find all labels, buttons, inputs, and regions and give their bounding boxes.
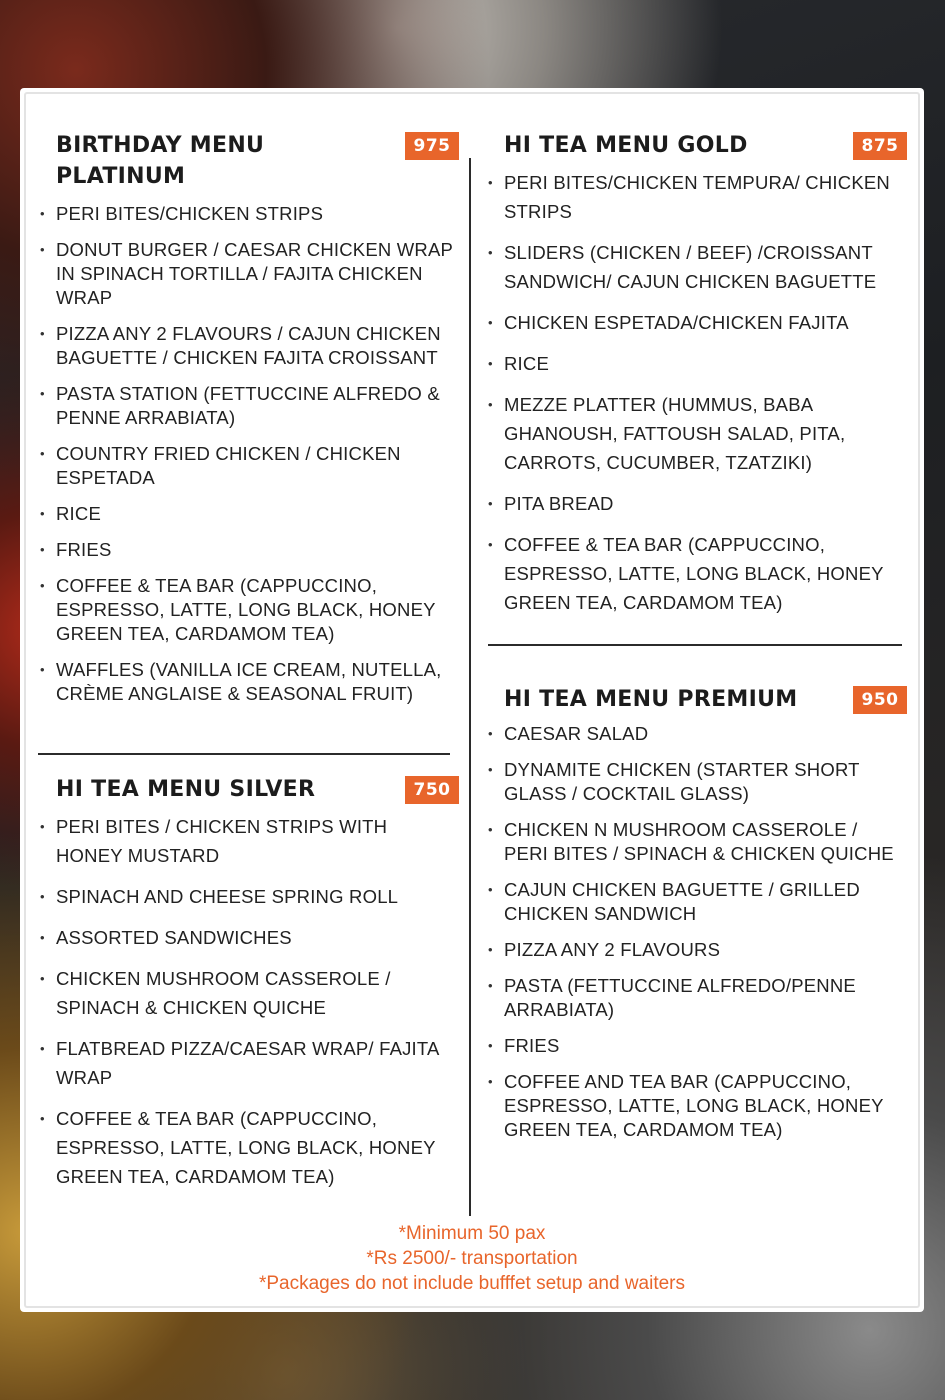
list-item: • FRIES — [38, 538, 458, 562]
list-item: • RICE — [486, 349, 906, 378]
list-item: • FLATBREAD PIZZA/CAESAR WRAP/ FAJITA WRAP — [38, 1034, 458, 1092]
item-list — [486, 722, 906, 1154]
list-item: • COFFEE & TEA BAR (CAPPUCCINO, ESPRESSO, LATTE, LONG BLACK, HONEY GREEN TEA, CARDAMOM TEA) — [38, 574, 458, 646]
list-item: • MEZZE PLATTER (HUMMUS, BABA GHANOUSH, FATTOUSH SALAD, PITA, CARROTS, CUCUMBER, TZATZIKI) — [486, 390, 906, 477]
column-divider — [469, 158, 471, 1216]
section-title: HI TEA MENU GOLD — [504, 133, 748, 158]
price-badge: 750 — [405, 776, 459, 804]
list-item: • SLIDERS (CHICKEN / BEEF) /CROISSANT SANDWICH/ CAJUN CHICKEN BAGUETTE — [486, 238, 906, 296]
item-list — [486, 168, 906, 629]
section-title: HI TEA MENU PREMIUM — [504, 687, 798, 712]
list-item: • COUNTRY FRIED CHICKEN / CHICKEN ESPETADA — [38, 442, 458, 490]
list-item: • CHICKEN MUSHROOM CASSEROLE / SPINACH & CHICKEN QUICHE — [38, 964, 458, 1022]
list-item: • PASTA STATION (FETTUCCINE ALFREDO & PENNE ARRABIATA) — [38, 382, 458, 430]
price-badge: 975 — [405, 132, 459, 160]
list-item: • DYNAMITE CHICKEN (STARTER SHORT GLASS / COCKTAIL GLASS) — [486, 758, 906, 806]
footer-note-exclusions: *Packages do not include bufffet setup and waiters — [258, 1273, 686, 1294]
list-item: • ASSORTED SANDWICHES — [38, 923, 458, 952]
section-title: HI TEA MENU SILVER — [56, 777, 316, 802]
footer-notes — [20, 1221, 924, 1296]
list-item: • CHICKEN ESPETADA/CHICKEN FAJITA — [486, 308, 906, 337]
section-gold — [486, 130, 906, 613]
list-item: • PERI BITES/CHICKEN TEMPURA/ CHICKEN STRIPS — [486, 168, 906, 226]
list-item: • CAESAR SALAD — [486, 722, 906, 746]
menu-card — [20, 88, 924, 1312]
section-birthday-platinum — [38, 130, 458, 704]
list-item: • DONUT BURGER / CAESAR CHICKEN WRAP IN SPINACH TORTILLA / FAJITA CHICKEN WRAP — [38, 238, 458, 310]
list-item: • FRIES — [486, 1034, 906, 1058]
price-badge: 950 — [853, 686, 907, 714]
list-item: • COFFEE AND TEA BAR (CAPPUCCINO, ESPRESSO, LATTE, LONG BLACK, HONEY GREEN TEA, CARDAMOM TEA) — [486, 1070, 906, 1142]
price-badge: 875 — [853, 132, 907, 160]
list-item: • COFFEE & TEA BAR (CAPPUCCINO, ESPRESSO, LATTE, LONG BLACK, HONEY GREEN TEA, CARDAMOM TEA) — [486, 530, 906, 617]
footer-note-minimum: *Minimum 50 pax — [398, 1223, 546, 1244]
section-divider — [38, 753, 450, 755]
footer-note-transport: *Rs 2500/- transportation — [366, 1248, 578, 1269]
list-item: • RICE — [38, 502, 458, 526]
list-item: • PIZZA ANY 2 FLAVOURS / CAJUN CHICKEN BAGUETTE / CHICKEN FAJITA CROISSANT — [38, 322, 458, 370]
list-item: • WAFFLES (VANILLA ICE CREAM, NUTELLA, CRÈME ANGLAISE & SEASONAL FRUIT) — [38, 658, 458, 706]
list-item: • COFFEE & TEA BAR (CAPPUCCINO, ESPRESSO, LATTE, LONG BLACK, HONEY GREEN TEA, CARDAMOM TEA) — [38, 1104, 458, 1191]
list-item: • PERI BITES/CHICKEN STRIPS — [38, 202, 458, 226]
list-item: • SPINACH AND CHEESE SPRING ROLL — [38, 882, 458, 911]
list-item: • CHICKEN N MUSHROOM CASSEROLE / PERI BITES / SPINACH & CHICKEN QUICHE — [486, 818, 906, 866]
section-divider — [488, 644, 902, 646]
section-premium — [486, 684, 906, 1140]
list-item: • PASTA (FETTUCCINE ALFREDO/PENNE ARRABIATA) — [486, 974, 906, 1022]
section-title: BIRTHDAY MENU PLATINUM — [56, 133, 265, 189]
list-item: • PERI BITES / CHICKEN STRIPS WITH HONEY MUSTARD — [38, 812, 458, 870]
item-list — [38, 202, 458, 718]
section-silver — [38, 774, 458, 1187]
list-item: • CAJUN CHICKEN BAGUETTE / GRILLED CHICKEN SANDWICH — [486, 878, 906, 926]
list-item: • PITA BREAD — [486, 489, 906, 518]
list-item: • PIZZA ANY 2 FLAVOURS — [486, 938, 906, 962]
item-list — [38, 812, 458, 1203]
